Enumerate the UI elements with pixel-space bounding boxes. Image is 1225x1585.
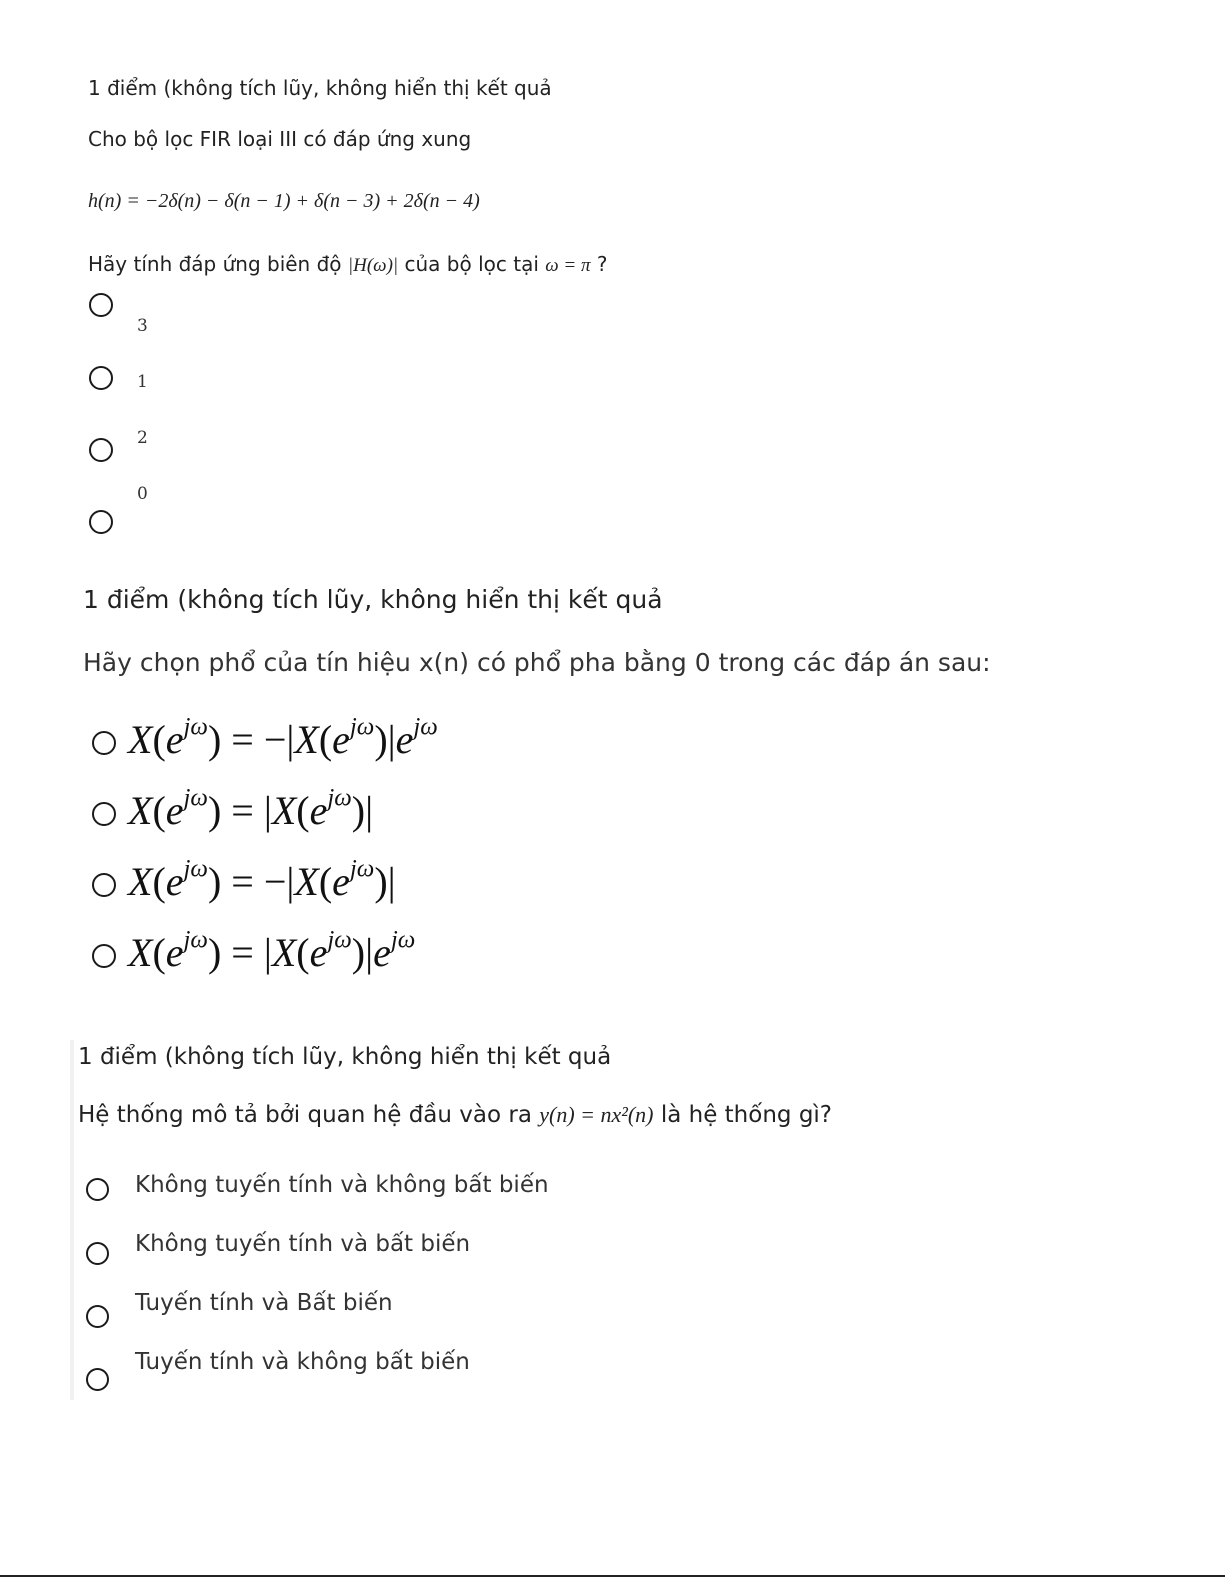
q3-option-1-label: Không tuyến tính và không bất biến — [135, 1172, 549, 1198]
q1-option-4-label: 0 — [137, 484, 148, 504]
q2-option-4-radio[interactable] — [92, 944, 116, 968]
q3-question-prefix: Hệ thống mô tả bởi quan hệ đầu vào ra — [78, 1102, 532, 1128]
q3-header: 1 điểm (không tích lũy, không hiển thị kết quả — [78, 1044, 612, 1070]
q3-question-suffix: là hệ thống gì? — [660, 1102, 833, 1128]
q3-option-3-radio[interactable] — [86, 1305, 109, 1328]
q3-option-3-label: Tuyến tính và Bất biến — [135, 1290, 393, 1316]
q2-option-4-formula: $X(e^{j\omega}) = |X(e^{j\omega})|e^{j\omega}$ — [128, 926, 416, 975]
q1-option-1-label: 3 — [137, 316, 148, 336]
q1-option-2-label: 1 — [137, 372, 148, 392]
q3-option-4-radio[interactable] — [86, 1368, 109, 1391]
q1-option-3-radio[interactable] — [89, 438, 113, 462]
q3-question — [78, 1102, 832, 1128]
q3-question-expr: y(n) = nx²(n) — [539, 1102, 654, 1127]
q2-option-2-formula: $X(e^{j\omega}) = |X(e^{j\omega})|$ — [128, 784, 374, 833]
q1-question-cond: ω = π — [545, 255, 591, 276]
q1-header: 1 điểm (không tích lũy, không hiển thị kết quả — [88, 76, 552, 100]
q1-question-expr: |H(ω)| — [347, 255, 399, 276]
q3-option-2-label: Không tuyến tính và bất biến — [135, 1231, 471, 1257]
q2-option-1-radio[interactable] — [92, 731, 116, 755]
q1-intro: Cho bộ lọc FIR loại III có đáp ứng xung — [88, 127, 472, 151]
q2-option-3-radio[interactable] — [92, 873, 116, 897]
q3-left-strip — [70, 1040, 74, 1400]
q3-option-2-radio[interactable] — [86, 1242, 109, 1265]
q2-option-1-formula: $X(e^{j\omega}) = -|X(e^{j\omega})|e^{j\omega}$ — [128, 713, 438, 762]
q1-impulse-formula: h(n) = −2δ(n) − δ(n − 1) + δ(n − 3) + 2δ(n − 4) — [88, 190, 480, 212]
q3-option-1-radio[interactable] — [86, 1178, 109, 1201]
page-bottom-rule — [0, 1575, 1225, 1577]
q3-option-4-label: Tuyến tính và không bất biến — [135, 1349, 470, 1375]
q1-question-suffix: ? — [596, 252, 608, 276]
q2-option-3-formula: $X(e^{j\omega}) = -|X(e^{j\omega})|$ — [128, 855, 396, 904]
q1-option-2-radio[interactable] — [89, 366, 113, 390]
q1-option-1-radio[interactable] — [89, 293, 113, 317]
q2-question: Hãy chọn phổ của tín hiệu x(n) có phổ pha bằng 0 trong các đáp án sau: — [83, 648, 991, 677]
q1-option-3-label: 2 — [137, 428, 148, 448]
q1-question-mid: của bộ lọc tại — [404, 252, 539, 276]
q1-question — [88, 252, 607, 277]
q2-header: 1 điểm (không tích lũy, không hiển thị kết quả — [83, 585, 663, 614]
q2-option-1-text — [0, 0, 1, 1]
q2-option-2-radio[interactable] — [92, 802, 116, 826]
q1-option-4-radio[interactable] — [89, 510, 113, 534]
q1-question-prefix: Hãy tính đáp ứng biên độ — [88, 252, 342, 276]
